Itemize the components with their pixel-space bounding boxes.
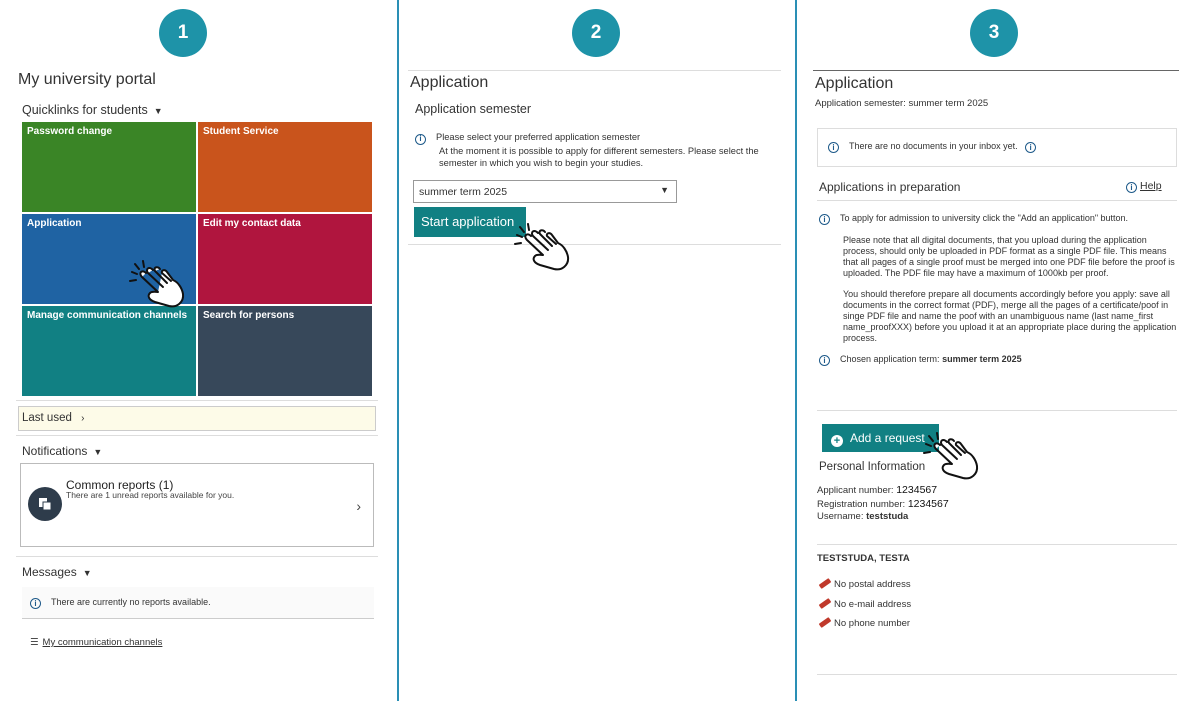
info-icon: i <box>415 134 426 145</box>
notifications-label: Notifications <box>22 444 88 458</box>
separator <box>16 400 378 401</box>
messages-info-text: There are currently no reports available. <box>51 597 211 607</box>
pencil-icon <box>819 578 832 589</box>
separator <box>817 200 1177 201</box>
messages-toggle[interactable] <box>22 565 92 579</box>
contact-phone[interactable] <box>819 619 911 629</box>
instructions-text-3: You should therefore prepare all documents accordingly before you apply: save all documents in the correct format (PDF), merge all the pages of a certificate/poof in singe PDF file and name the poof with an unambiguous name (last name_first name_proofXXX) before you upload it at an appropriate place during the application process. <box>843 289 1177 344</box>
pencil-icon <box>819 617 832 628</box>
pencil-icon <box>819 598 832 609</box>
step-badge-2: 2 <box>572 9 620 57</box>
chosen-term-value: summer term 2025 <box>942 354 1022 365</box>
last-used-toggle[interactable] <box>18 406 376 431</box>
application-instructions <box>819 213 1179 376</box>
separator <box>817 544 1177 545</box>
separator <box>817 674 1177 675</box>
sliders-icon: ☰ <box>30 637 39 648</box>
pointer-hand-icon <box>513 223 575 273</box>
last-used-label: Last used <box>22 412 72 424</box>
separator <box>16 435 378 436</box>
applicant-number-label: Applicant number: <box>817 485 894 496</box>
chevron-right-icon: › <box>81 413 85 424</box>
info-icon: i <box>30 598 41 609</box>
applications-in-preparation-heading: Applications in preparation <box>819 180 961 194</box>
username-label: Username: <box>817 511 864 523</box>
application-title: Application <box>815 75 894 92</box>
inbox-info <box>817 128 1177 167</box>
divider-2 <box>795 0 797 701</box>
start-application-button[interactable]: Start application <box>414 207 526 237</box>
step-badge-3: 3 <box>970 9 1018 57</box>
separator <box>408 244 781 245</box>
info-icon: i <box>819 214 830 225</box>
page-title: My university portal <box>18 71 156 88</box>
step-badge-1: 1 <box>159 9 207 57</box>
separator <box>817 410 1177 411</box>
contact-postal[interactable] <box>819 580 911 590</box>
communication-channels-link[interactable] <box>30 637 162 648</box>
tile-student-service[interactable]: Student Service <box>198 122 372 212</box>
notification-subtitle: There are 1 unread reports available for you. <box>66 490 235 500</box>
chevron-down-icon: ▼ <box>82 568 92 578</box>
username-value: teststuda <box>866 511 909 523</box>
info-icon: i <box>828 142 839 153</box>
help-label: Help <box>1140 180 1162 192</box>
dropdown-arrow-icon: ▼ <box>660 185 669 195</box>
contact-list <box>819 580 911 639</box>
separator <box>408 70 781 71</box>
help-link[interactable] <box>1126 180 1162 193</box>
pointer-hand-icon <box>922 432 984 482</box>
messages-info <box>22 587 374 619</box>
info-icon[interactable]: i <box>1025 142 1036 153</box>
contact-email-label: No e-mail address <box>834 598 912 610</box>
divider-1 <box>397 0 399 701</box>
semester-info-line2: At the moment it is possible to apply for different semesters. Please select the semester in which you wish to begin your studies. <box>439 145 759 168</box>
application-semester-text: Application semester: summer term 2025 <box>815 98 989 109</box>
instructions-text-2: Please note that all digital documents, that you upload during the application process, should only be uploaded in PDF format as a single PDF file. This means that all pages of a single proof must be merged into one PDF file before the proof is uploaded. The PDF file may have a maximum of 1000kb per proof. <box>843 235 1175 279</box>
chevron-right-icon[interactable]: › <box>356 498 361 514</box>
chosen-term-label: Chosen application term: <box>840 354 940 365</box>
quicklinks-toggle[interactable] <box>22 103 163 117</box>
plus-circle-icon: + <box>831 435 843 447</box>
registration-number-label: Registration number: <box>817 498 906 510</box>
personal-information-heading: Personal Information <box>819 461 926 473</box>
add-request-label: Add a request <box>850 431 925 445</box>
reports-icon <box>28 487 62 521</box>
tile-password-change[interactable]: Password change <box>22 122 196 212</box>
contact-postal-label: No postal address <box>834 579 911 590</box>
semester-info <box>415 131 785 169</box>
notification-card[interactable] <box>20 463 374 547</box>
notifications-toggle[interactable] <box>22 444 102 458</box>
tile-manage-communication-channels[interactable]: Manage communication channels <box>22 306 196 396</box>
tile-application[interactable]: Application <box>22 214 196 304</box>
chevron-down-icon: ▼ <box>93 447 103 457</box>
separator <box>813 70 1179 71</box>
quicklinks-label: Quicklinks for students <box>22 103 148 117</box>
application-title: Application <box>410 74 489 91</box>
contact-phone-label: No phone number <box>834 618 911 629</box>
contact-email[interactable] <box>819 600 911 610</box>
messages-label: Messages <box>22 565 77 579</box>
applicant-number-value: 1234567 <box>896 484 938 496</box>
chevron-down-icon: ▼ <box>153 106 163 116</box>
personal-numbers <box>817 484 949 524</box>
quicklink-tiles <box>22 122 372 396</box>
communication-channels-label: My communication channels <box>42 637 163 648</box>
help-icon: i <box>1126 182 1137 193</box>
applicant-name: TESTSTUDA, TESTA <box>817 553 910 564</box>
separator <box>16 556 378 557</box>
semester-info-line1: Please select your preferred application semester <box>436 132 641 142</box>
tile-search-persons[interactable]: Search for persons <box>198 306 372 396</box>
semester-select[interactable] <box>413 180 677 203</box>
registration-number-value: 1234567 <box>907 497 949 510</box>
application-semester-heading: Application semester <box>415 102 532 116</box>
info-icon: i <box>819 355 830 366</box>
tile-edit-contact-data[interactable]: Edit my contact data <box>198 214 372 304</box>
inbox-info-text: There are no documents in your inbox yet. <box>849 141 1018 151</box>
instructions-text-1: To apply for admission to university click the "Add an application" button. <box>840 213 1129 223</box>
notification-title: Common reports (1) <box>66 478 174 492</box>
semester-select-value: summer term 2025 <box>419 186 508 198</box>
pointer-hand-icon <box>128 260 190 310</box>
